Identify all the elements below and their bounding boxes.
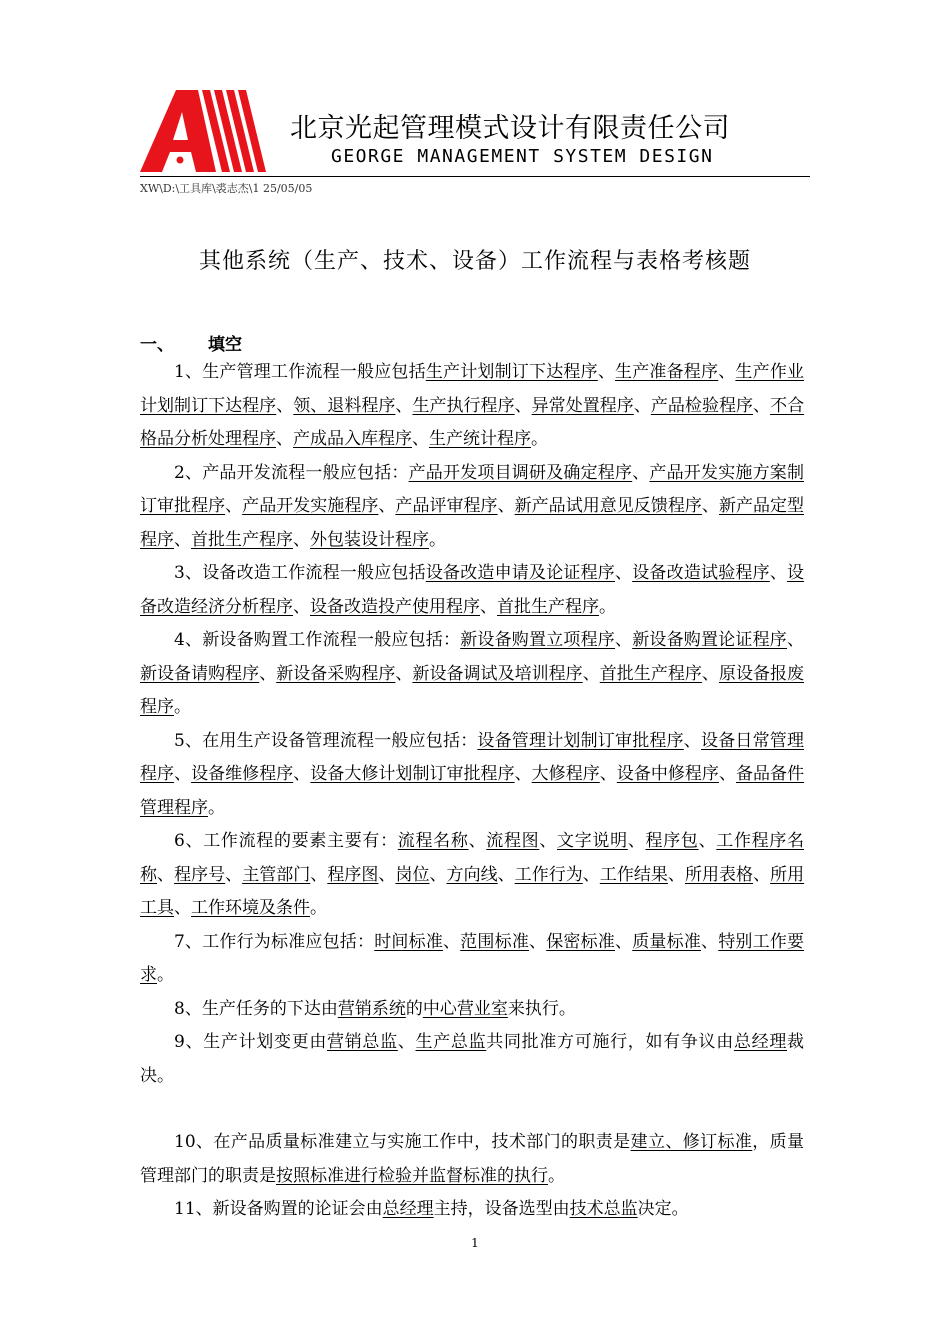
company-logo <box>140 90 268 172</box>
answer-text: 工作行为 <box>514 864 583 885</box>
section-label: 填空 <box>208 335 242 355</box>
question-text: 。 <box>174 697 191 717</box>
question-item <box>140 725 804 826</box>
answer-text: 设备维修程序 <box>191 764 294 784</box>
question-item <box>140 993 804 1027</box>
answer-text: 生产执行程序 <box>412 395 515 416</box>
question-text: 、 <box>480 596 497 617</box>
answer-text: 岗位 <box>395 864 430 885</box>
question-text: 、 <box>174 764 192 784</box>
question-text: 11、新设备购置的论证会由 <box>174 1199 383 1219</box>
answer-text: 特别工作要求 <box>140 931 805 985</box>
question-text: 、 <box>468 831 487 851</box>
question-text: 、 <box>683 730 701 751</box>
question-text: 、 <box>395 395 413 416</box>
answer-text: 设备改造经济分析程序 <box>140 563 805 617</box>
question-item <box>140 825 804 926</box>
answer-text: 首批生产程序 <box>497 596 599 617</box>
question-text: 3、设备改造工作流程一般应包括 <box>174 563 426 583</box>
question-text: 、 <box>276 429 293 449</box>
answer-text: 产品开发项目调研及确定程序 <box>408 462 633 483</box>
question-text: 、 <box>667 864 685 885</box>
answer-text: 所用工具 <box>140 864 805 918</box>
question-text: 、 <box>157 864 175 885</box>
question-text: 、 <box>701 663 719 684</box>
file-path-label: XW\D:\工具库\裘志杰\1 25/05/05 <box>140 182 313 195</box>
answer-text: 质量标准 <box>632 931 702 952</box>
question-text: 、 <box>397 1032 416 1052</box>
answer-text: 大修程序 <box>531 764 600 784</box>
answer-text: 工作环境及条件 <box>191 898 310 918</box>
question-text: 、 <box>497 864 515 885</box>
question-text: 9、生产计划变更由 <box>174 1032 328 1052</box>
question-text: 、 <box>582 864 600 885</box>
logo-a-mark <box>140 90 266 172</box>
answer-text: 程序号 <box>174 864 226 885</box>
question-text: 、 <box>378 864 396 885</box>
question-text: 、 <box>412 429 429 449</box>
question-text: 7、工作行为标准应包括： <box>174 931 375 952</box>
question-text: ，质量管理部门的职责是 <box>140 1132 804 1186</box>
question-text: 、 <box>615 931 633 952</box>
answer-text: 不合格品分析处理程序 <box>140 395 805 449</box>
question-text: 、 <box>174 529 191 550</box>
company-name-en: GEORGE MANAGEMENT SYSTEM DESIGN <box>331 146 714 167</box>
answer-text: 生产作业计划制订下达程序 <box>140 362 805 416</box>
answer-text: 新产品定型程序 <box>140 496 805 550</box>
page-number: 1 <box>471 1236 479 1250</box>
answer-text: 程序包 <box>645 831 699 851</box>
question-item <box>140 926 804 993</box>
answer-text: 文字说明 <box>557 831 628 851</box>
question-text: 5、在用生产设备管理流程一般应包括： <box>174 730 478 751</box>
answer-text: 程序图 <box>327 864 379 885</box>
question-text: 、 <box>514 395 532 416</box>
question-text: 决定。 <box>637 1199 689 1219</box>
question-text: 、 <box>443 931 461 952</box>
answer-text: 产品评审程序 <box>395 496 498 516</box>
question-item <box>140 1126 804 1193</box>
answer-text: 新设备调试及培训程序 <box>412 663 583 684</box>
question-text: 、 <box>615 563 633 583</box>
question-text: 来执行。 <box>507 998 576 1019</box>
question-text: 。 <box>208 797 225 818</box>
question-text: 、 <box>627 831 646 851</box>
section-heading <box>140 330 242 355</box>
answer-text: 产品开发实施程序 <box>242 496 379 516</box>
answer-text: 设备大修计划制订审批程序 <box>310 764 515 784</box>
answer-text: 技术总监 <box>569 1199 638 1219</box>
question-text: 、 <box>514 764 532 784</box>
question-text: 、 <box>701 931 719 952</box>
question-text: 、 <box>539 831 558 851</box>
section-number: 一、 <box>140 335 174 355</box>
question-text: 主持，设备选型由 <box>433 1199 570 1219</box>
answer-text: 新设备采购程序 <box>276 663 396 684</box>
answer-text: 首批生产程序 <box>191 529 293 550</box>
question-text: 、 <box>293 529 310 550</box>
question-text: 、 <box>787 630 804 650</box>
answer-text: 设备中修程序 <box>616 764 719 784</box>
question-text: 、 <box>497 496 515 516</box>
answer-text: 设备改造投产使用程序 <box>310 596 480 617</box>
question-text: 、 <box>769 563 788 583</box>
document-title: 其他系统（生产、技术、设备）工作流程与表格考核题 <box>198 249 751 274</box>
question-text: 。 <box>531 429 548 449</box>
answer-text: 新设备请购程序 <box>140 663 260 684</box>
question-text: 10、在产品质量标准建立与实施工作中，技术部门的职责是 <box>174 1132 631 1152</box>
answer-text: 主管部门 <box>242 864 311 885</box>
question-text: 、 <box>718 764 736 784</box>
question-text: 1、生产管理工作流程一般应包括 <box>174 362 426 382</box>
answer-text: 中心营业室 <box>422 998 508 1019</box>
answer-text: 设备管理计划制订审批程序 <box>477 730 684 751</box>
question-text: 、 <box>276 395 294 416</box>
question-list <box>140 356 804 1227</box>
answer-text: 设备改造申请及论证程序 <box>425 563 616 583</box>
answer-text: 营销系统 <box>337 998 406 1019</box>
question-text: 、 <box>599 764 617 784</box>
answer-text: 新产品试用意见反馈程序 <box>514 496 702 516</box>
question-text: 、 <box>378 496 396 516</box>
answer-text: 新设备购置论证程序 <box>632 630 787 650</box>
answer-text: 总经理 <box>733 1032 788 1052</box>
question-text: 、 <box>632 462 650 483</box>
answer-text: 保密标准 <box>546 931 616 952</box>
answer-text: 新设备购置立项程序 <box>460 630 615 650</box>
answer-text: 领、退料程序 <box>293 395 396 416</box>
answer-text: 产成品入库程序 <box>293 429 412 449</box>
answer-text: 产品开发实施方案制订审批程序 <box>140 462 804 516</box>
question-text: 、 <box>529 931 547 952</box>
question-item <box>140 457 804 558</box>
answer-text: 备品备件管理程序 <box>140 764 805 818</box>
question-text: 、 <box>310 864 328 885</box>
answer-text: 设备改造试验程序 <box>632 563 770 583</box>
question-text: 、 <box>429 864 447 885</box>
question-text: 。 <box>599 596 616 617</box>
question-text: 2、产品开发流程一般应包括： <box>174 462 409 483</box>
question-text: 、 <box>615 630 633 650</box>
answer-text: 生产计划制订下达程序 <box>425 362 598 382</box>
question-text: 、 <box>225 496 243 516</box>
answer-text: 总经理 <box>382 1199 434 1219</box>
question-text: 、 <box>701 496 719 516</box>
question-text: 、 <box>698 831 717 851</box>
answer-text: 异常处置程序 <box>531 395 634 416</box>
question-text: 4、新设备购置工作流程一般应包括： <box>174 630 461 650</box>
question-text: 、 <box>259 663 277 684</box>
answer-text: 工作结果 <box>599 864 668 885</box>
answer-text: 工作程序名称 <box>140 831 805 885</box>
question-text: 、 <box>395 663 413 684</box>
company-name-cn: 北京光起管理模式设计有限责任公司 <box>290 113 730 144</box>
question-text: 的 <box>405 998 423 1019</box>
question-text: 。 <box>429 529 446 550</box>
question-text: 、 <box>753 395 771 416</box>
question-text: 、 <box>633 395 651 416</box>
question-text: 、 <box>753 864 771 885</box>
question-text: 6、工作流程的要素主要有： <box>174 831 398 851</box>
question-text: 、 <box>293 764 311 784</box>
question-text: 。 <box>310 898 327 918</box>
question-text: 、 <box>174 898 191 918</box>
answer-text: 流程名称 <box>397 831 469 851</box>
answer-text: 设备日常管理程序 <box>140 730 804 784</box>
question-item <box>140 624 804 725</box>
answer-text: 首批生产程序 <box>599 663 702 684</box>
question-text: 、 <box>597 362 616 382</box>
answer-text: 流程图 <box>486 831 540 851</box>
question-item <box>140 557 804 624</box>
question-text: 8、生产任务的下达由 <box>174 998 338 1019</box>
question-item <box>140 1193 804 1227</box>
answer-text: 按照标准进行检验并监督标准的执行 <box>276 1165 548 1186</box>
answer-text: 范围标准 <box>460 931 530 952</box>
answer-text: 时间标准 <box>374 931 444 952</box>
question-text: 、 <box>582 663 600 684</box>
question-text: 。 <box>548 1165 565 1186</box>
question-item <box>140 1026 804 1093</box>
question-text: 、 <box>225 864 243 885</box>
question-text: 裁决。 <box>140 1032 805 1086</box>
answer-text: 产品检验程序 <box>650 395 754 416</box>
header-divider <box>140 176 810 177</box>
question-item <box>140 356 804 457</box>
answer-text: 所用表格 <box>684 864 754 885</box>
answer-text: 原设备报废程序 <box>140 663 805 717</box>
answer-text: 建立、修订标准 <box>630 1132 753 1152</box>
answer-text: 外包装设计程序 <box>310 529 429 550</box>
question-text: 共同批准方可施行，如有争议由 <box>486 1032 734 1052</box>
question-text: 、 <box>718 362 736 382</box>
answer-text: 生产总监 <box>415 1032 487 1052</box>
question-text: 。 <box>157 965 174 985</box>
answer-text: 生产统计程序 <box>429 429 531 449</box>
answer-text: 营销总监 <box>327 1032 398 1052</box>
answer-text: 方向线 <box>446 864 498 885</box>
question-text: 、 <box>293 596 310 617</box>
answer-text: 生产准备程序 <box>615 362 719 382</box>
